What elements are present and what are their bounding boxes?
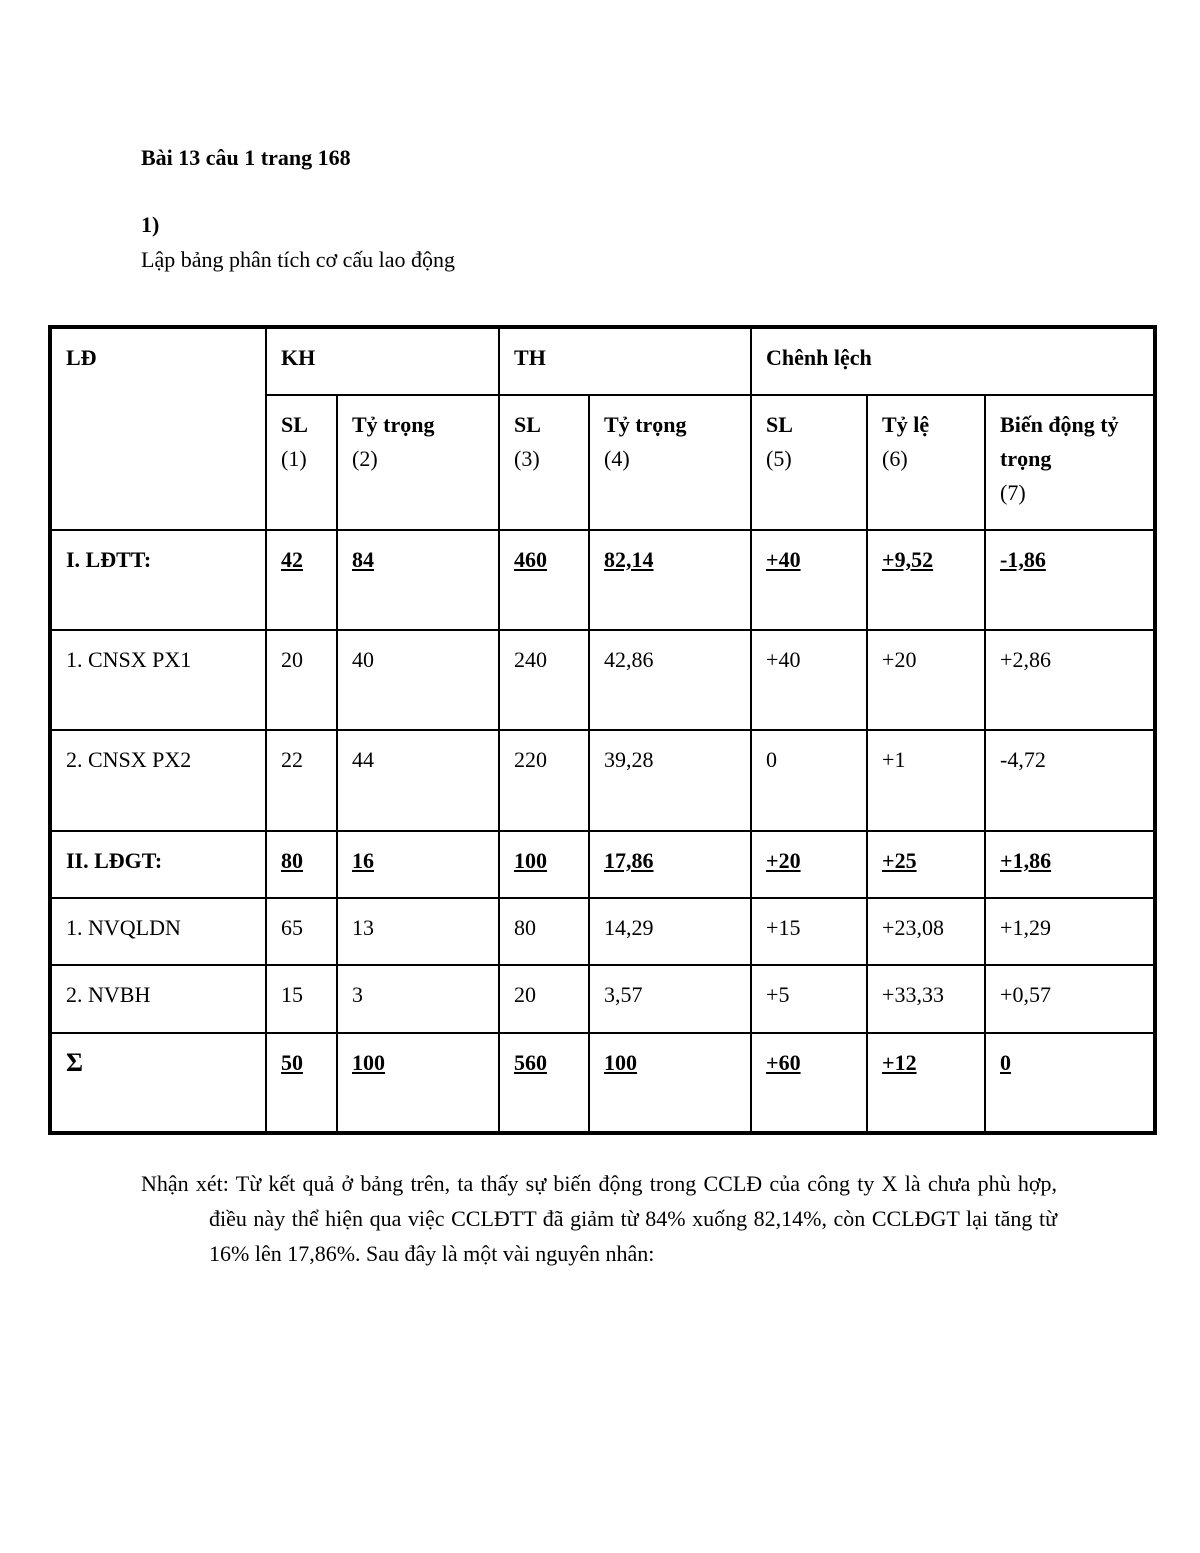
row-value: 220 <box>499 730 589 830</box>
table-row <box>50 530 1155 630</box>
row-value: 40 <box>337 630 499 730</box>
row-label: Σ <box>50 1033 266 1133</box>
row-value: +0,57 <box>985 965 1155 1032</box>
row-value: 240 <box>499 630 589 730</box>
row-value: 80 <box>266 831 337 898</box>
row-value: +40 <box>751 530 867 630</box>
header-kh: KH <box>266 327 499 395</box>
page-title: Bài 13 câu 1 trang 168 <box>141 145 351 170</box>
row-value: +5 <box>751 965 867 1032</box>
header-sub-7: Biến động tỷ trọng (7) <box>985 395 1155 530</box>
row-value: -4,72 <box>985 730 1155 830</box>
row-label: 2. NVBH <box>50 965 266 1032</box>
row-value: 84 <box>337 530 499 630</box>
row-value: 20 <box>266 630 337 730</box>
row-value: +1,86 <box>985 831 1155 898</box>
row-value: 44 <box>337 730 499 830</box>
row-value: 100 <box>589 1033 751 1133</box>
row-value: +20 <box>751 831 867 898</box>
row-value: +15 <box>751 898 867 965</box>
row-value: 100 <box>337 1033 499 1133</box>
table-row <box>50 630 1155 730</box>
row-value: +12 <box>867 1033 985 1133</box>
row-value: +40 <box>751 630 867 730</box>
row-value: 15 <box>266 965 337 1032</box>
row-label: I. LĐTT: <box>50 530 266 630</box>
header-sub-1: SL (1) <box>266 395 337 530</box>
table-row <box>50 1033 1155 1133</box>
table-row <box>50 898 1155 965</box>
row-value: 20 <box>499 965 589 1032</box>
row-value: 100 <box>499 831 589 898</box>
comment-paragraph: Nhận xét: Từ kết quả ở bảng trên, ta thấy sự biến động trong CCLĐ của công ty X là chưa phù hợp, điều này thể hiện qua việc CCLĐTT đã giảm từ 84% xuống 82,14%, còn CCLĐGT lại tăng từ 16% lên 17,86%. Sau đây là một vài nguyên nhân: <box>141 1171 1057 1266</box>
row-value: 0 <box>985 1033 1155 1133</box>
table-row <box>50 965 1155 1032</box>
row-value: 80 <box>499 898 589 965</box>
header-row-top <box>50 327 1155 395</box>
question-number: 1) <box>141 212 160 237</box>
row-value: +60 <box>751 1033 867 1133</box>
header-sub-3: SL (3) <box>499 395 589 530</box>
row-value: 16 <box>337 831 499 898</box>
header-chenh-lech: Chênh lệch <box>751 327 1155 395</box>
row-value: 42 <box>266 530 337 630</box>
table-row <box>50 831 1155 898</box>
row-value: 14,29 <box>589 898 751 965</box>
header-sub-4: Tỷ trọng (4) <box>589 395 751 530</box>
header-sub-5: SL (5) <box>751 395 867 530</box>
row-label: II. LĐGT: <box>50 831 266 898</box>
header-sub-2: Tỷ trọng (2) <box>337 395 499 530</box>
row-value: 13 <box>337 898 499 965</box>
header-th: TH <box>499 327 751 395</box>
header-ld: LĐ <box>50 327 266 530</box>
table-caption: Lập bảng phân tích cơ cấu lao động <box>141 247 456 272</box>
row-value: +33,33 <box>867 965 985 1032</box>
row-value: +25 <box>867 831 985 898</box>
row-value: 50 <box>266 1033 337 1133</box>
header-sub-6: Tỷ lệ (6) <box>867 395 985 530</box>
row-value: +1 <box>867 730 985 830</box>
table-body <box>50 530 1155 1133</box>
row-value: +20 <box>867 630 985 730</box>
row-value: 17,86 <box>589 831 751 898</box>
row-label: 1. NVQLDN <box>50 898 266 965</box>
row-value: 65 <box>266 898 337 965</box>
row-value: 460 <box>499 530 589 630</box>
table-row <box>50 730 1155 830</box>
row-label: 2. CNSX PX2 <box>50 730 266 830</box>
row-value: 3 <box>337 965 499 1032</box>
row-value: 82,14 <box>589 530 751 630</box>
row-value: +9,52 <box>867 530 985 630</box>
labor-structure-table <box>48 325 1157 1135</box>
row-value: 560 <box>499 1033 589 1133</box>
row-label: 1. CNSX PX1 <box>50 630 266 730</box>
row-value: 42,86 <box>589 630 751 730</box>
row-value: +2,86 <box>985 630 1155 730</box>
row-value: -1,86 <box>985 530 1155 630</box>
row-value: +23,08 <box>867 898 985 965</box>
row-value: 22 <box>266 730 337 830</box>
row-value: 0 <box>751 730 867 830</box>
row-value: +1,29 <box>985 898 1155 965</box>
row-value: 39,28 <box>589 730 751 830</box>
row-value: 3,57 <box>589 965 751 1032</box>
